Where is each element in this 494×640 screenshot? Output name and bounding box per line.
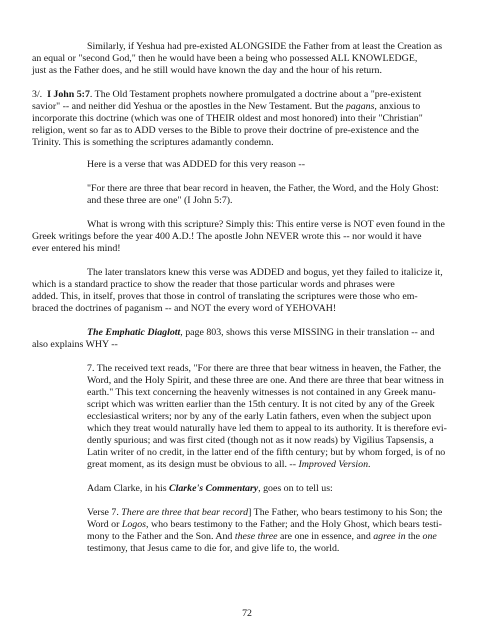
book-title: Clarke's Commentary <box>169 483 259 494</box>
text-line: dently spurious; and was first cited (though not as it now reads) by Vigilius Tapsensis, a <box>87 435 434 446</box>
paragraph-7 <box>87 327 464 339</box>
text-line: braced the doctrines of paganism -- and NOT the every word of YEHOVAH! <box>32 303 337 314</box>
text-line: incorporate this doctrine (which was one of THEIR oldest and most honored) into their "Christian" <box>32 113 423 124</box>
emphasis: There are three that bear record <box>121 507 249 518</box>
paragraph-3 <box>87 159 464 171</box>
paragraph-1-cont <box>32 53 464 77</box>
text-line: an equal or "second God," then he would have been a being who possessed ALL KNOWLEDGE, <box>32 53 418 64</box>
source-citation: Improved Version <box>298 459 369 470</box>
text-line: Greek writings before the year 400 A.D.! The apostle John NEVER wrote this -- nor would it have <box>32 231 422 242</box>
paragraph-7-cont <box>32 339 464 351</box>
text-line: earth." This text concerning the heavenly witnesses is not contained in any Greek manu- <box>87 387 436 398</box>
page-number: 72 <box>242 608 252 619</box>
paragraph-5 <box>87 219 464 231</box>
text-line: which they treat would naturally have led them to appeal to its authority. It is therefore evi- <box>87 423 447 434</box>
text-line: Adam Clarke, in his Clarke's Commentary, goes on to tell us: <box>87 483 333 494</box>
text-line: Here is a verse that was ADDED for this very reason -- <box>87 159 306 170</box>
text-line: also explains WHY -- <box>32 339 118 350</box>
text-line: savior" -- and neither did Yeshua or the apostles in the New Testament. But the pagans, anxious to <box>32 101 421 112</box>
text-line: just as the Father does, and he still would have known the day and the hour of his return. <box>32 65 382 76</box>
paragraph-6-cont <box>32 279 464 315</box>
section-number: 3/. <box>32 89 43 100</box>
text-line: The Emphatic Diaglott, page 803, shows this verse MISSING in their translation -- and <box>87 327 435 338</box>
paragraph-5-cont <box>32 231 464 255</box>
emphasis: one <box>422 531 437 542</box>
text-line: Verse 7. There are three that bear record] The Father, who bears testimony to his Son; the <box>87 507 443 518</box>
paragraph-6 <box>87 267 464 279</box>
text-line: The later translators knew this verse was ADDED and bogus, yet they failed to italicize it, <box>87 267 443 278</box>
text-line: religion, went so far as to ADD verses to the Bible to prove their doctrine of pre-existence and the <box>32 125 419 136</box>
text-line: and these three are one" (I John 5:7). <box>87 195 233 206</box>
text-line: 7. The received text reads, "For there are three that bear witness in heaven, the Father, the <box>87 363 441 374</box>
text-line: Latin writer of no credit, in the latter end of the fifth century; but by whom forged, is of no <box>87 447 446 458</box>
text-line: testimony, that Jesus came to die for, and give life to, the world. <box>87 543 340 554</box>
text-line: 3/. I John 5:7. The Old Testament prophets nowhere promulgated a doctrine about a "pre-existent <box>32 89 422 100</box>
quotation <box>87 183 464 207</box>
text-line: ecclesiastical writers; nor by any of the early Latin fathers, even when the subject upon <box>87 411 432 422</box>
emphasis: Logos <box>121 519 147 530</box>
paragraph-9 <box>87 483 464 495</box>
text-line: Word, and the Holy Spirit, and these three are one. And there are three that bear witness in <box>87 375 444 386</box>
text-line: ever entered his mind! <box>32 243 121 254</box>
paragraph-2 <box>32 89 464 149</box>
scripture-reference: I John 5:7 <box>47 89 90 100</box>
emphasis: agree in <box>373 531 406 542</box>
paragraph-1 <box>87 41 464 53</box>
emphasis: pagans <box>345 101 375 112</box>
text-line: Trinity. This is something the scriptures adamantly condemn. <box>32 137 274 148</box>
emphasis: these three <box>234 531 278 542</box>
text-line: mony to the Father and the Son. And these three are one in essence, and agree in the one <box>87 531 437 542</box>
text-line: which is a standard practice to show the reader that those particular words and phrases were <box>32 279 395 290</box>
book-title: The Emphatic Diaglott <box>87 327 181 338</box>
text-line: script which was written earlier than the 15th century. It is not cited by any of the Greek <box>87 399 435 410</box>
text-line: Word or Logos, who bears testimony to the Father; and the Holy Ghost, which bears testi- <box>87 519 442 530</box>
paragraph-10 <box>87 507 464 555</box>
text-line: Similarly, if Yeshua had pre-existed ALONGSIDE the Father from at least the Creation as <box>87 41 443 52</box>
text-line: added. This, in itself, proves that those in control of translating the scriptures were those who em- <box>32 291 418 302</box>
text-line: What is wrong with this scripture? Simply this: This entire verse is NOT even found in the <box>87 219 445 230</box>
block-quote <box>87 363 464 471</box>
text-line: great moment, as its design must be obvious to all. -- Improved Version. <box>87 459 371 470</box>
text-line: "For there are three that bear record in heaven, the Father, the Word, and the Holy Ghost: <box>87 183 439 194</box>
